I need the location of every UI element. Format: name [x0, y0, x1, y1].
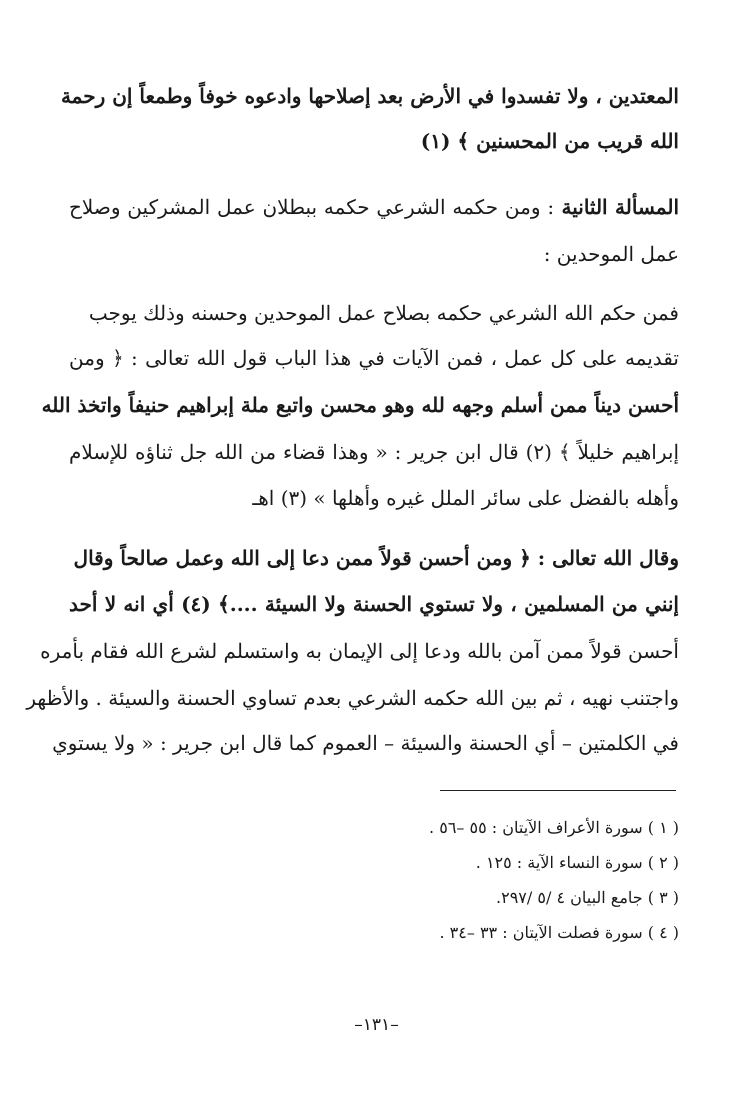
- body-line-13: واجتنب نهيه ، ثم بين الله حكمه الشرعي بعدم تساوي الحسنة والسيئة . والأظهر: [26, 686, 679, 710]
- body-line-5: فمن حكم الله الشرعي حكمه بصلاح عمل الموحدين وحسنه وذلك يوجب: [88, 301, 679, 325]
- footnote-3: ( ٣ ) جامع البيان ٤ /٥ /٢٩٧.: [496, 888, 679, 907]
- footnote-1: ( ١ ) سورة الأعراف الآيتان : ٥٥ –٥٦ .: [429, 818, 679, 837]
- body-line-11: إنني من المسلمين ، ولا تستوي الحسنة ولا السيئة ....﴾ (٤) أي انه لا أحد: [69, 592, 679, 616]
- body-line-14: في الكلمتين – أي الحسنة والسيئة – العموم كما قال ابن جرير : « ولا يستوي: [52, 731, 679, 755]
- body-line-6: تقديمه على كل عمل ، فمن الآيات في هذا الباب قول الله تعالى : ﴿ ومن: [69, 346, 679, 370]
- body-line-3-visible: المسألة الثانية : ومن حكمه الشرعي حكمه ببطلان عمل المشركين وصلاح: [69, 195, 680, 219]
- body-line-12: أحسن قولاً ممن آمن بالله ودعا إلى الإيمان به واستسلم لشرع الله فقام بأمره: [40, 639, 679, 663]
- body-line-7: أحسن ديناً ممن أسلم وجهه لله وهو محسن واتبع ملة إبراهيم حنيفاً واتخذ الله: [41, 393, 679, 417]
- page-number: –١٣١–: [354, 1015, 399, 1035]
- body-line-1: المعتدين ، ولا تفسدوا في الأرض بعد إصلاحها وادعوه خوفاً وطمعاً إن رحمة: [60, 84, 679, 108]
- body-line-9: وأهله بالفضل على سائر الملل غيره وأهلها » (٣) اهـ: [252, 486, 679, 510]
- body-line-2: الله قريب من المحسنين ﴾ (١): [420, 129, 679, 153]
- body-line-8: إبراهيم خليلاً ﴾ (٢) قال ابن جرير : « وهذا قضاء من الله جل ثناؤه للإسلام: [69, 440, 680, 464]
- body-line-4: عمل الموحدين :: [543, 242, 679, 266]
- section-heading-prefix: المسألة الثانية: [554, 195, 680, 219]
- body-line-10: وقال الله تعالى : ﴿ ومن أحسن قولاً ممن دعا إلى الله وعمل صالحاً وقال: [73, 546, 679, 570]
- footnote-4: ( ٤ ) سورة فصلت الآيتان : ٣٣ –٣٤ .: [439, 923, 679, 942]
- footnote-2: ( ٢ ) سورة النساء الآية : ١٢٥ .: [475, 853, 679, 872]
- footnote-separator: [440, 790, 676, 791]
